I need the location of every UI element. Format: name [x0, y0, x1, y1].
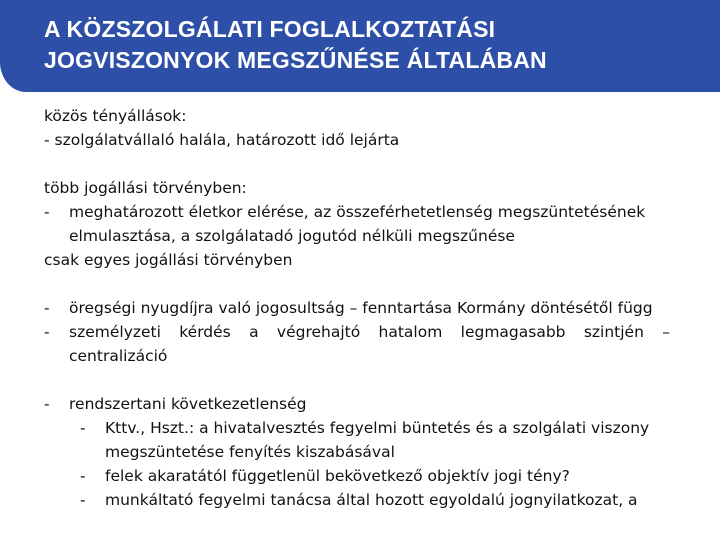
spacer — [44, 368, 670, 392]
list-item-text: meghatározott életkor elérése, az összeférhetetlenség megszüntetésének elmulasztása, a szolgálatadó jogutód nélküli megszűnése — [69, 203, 646, 245]
bullet-dash: - — [80, 491, 86, 509]
bullet-dash: - — [80, 419, 86, 437]
sub-list-item — [80, 464, 670, 488]
list-item — [44, 296, 670, 320]
bullet-dash: - — [44, 299, 50, 317]
list-item — [44, 320, 670, 368]
bullet-dash: - — [44, 323, 50, 341]
spacer — [44, 152, 670, 176]
bullet-dash: - — [80, 467, 86, 485]
bullet-dash: - — [44, 395, 50, 413]
list-item-text: személyzeti kérdés a végrehajtó hatalom legmagasabb szintjén – centralizáció — [69, 323, 670, 365]
sub-list-item-text: Kttv., Hszt.: a hivatalvesztés fegyelmi büntetés és a szolgálati viszony megszüntetése fenyítés kiszabásával — [105, 419, 650, 461]
bullet-dash: - — [44, 203, 50, 221]
list-item-text: öregségi nyugdíjra való jogosultság – fenntartása Kormány döntésétől függ — [69, 299, 653, 317]
common-heading: közös tényállások: — [44, 107, 187, 125]
title-bar — [0, 0, 720, 92]
list-item — [44, 200, 670, 248]
slide-title-line-1: A KÖZSZOLGÁLATI FOGLALKOZTATÁSI — [44, 16, 496, 42]
sub-list-item-text: munkáltató fegyelmi tanácsa által hozott egyoldalú jognyilatkozat, a — [105, 491, 638, 509]
system-heading: rendszertani következetlenség — [69, 395, 307, 413]
sub-list-item-text: felek akaratától függetlenül bekövetkező objektív jogi tény? — [105, 467, 570, 485]
list-item — [44, 392, 670, 416]
slide-title — [44, 14, 547, 76]
more-heading: több jogállási törvényben: — [44, 179, 247, 197]
spacer — [44, 272, 670, 296]
sub-list-item — [80, 488, 670, 512]
sub-list-item — [80, 416, 670, 464]
slide-body — [44, 104, 670, 512]
some-heading: csak egyes jogállási törvényben — [44, 251, 293, 269]
slide-title-line-2: JOGVISZONYOK MEGSZŰNÉSE ÁLTALÁBAN — [44, 47, 547, 73]
common-item: - szolgálatvállaló halála, határozott idő lejárta — [44, 131, 400, 149]
